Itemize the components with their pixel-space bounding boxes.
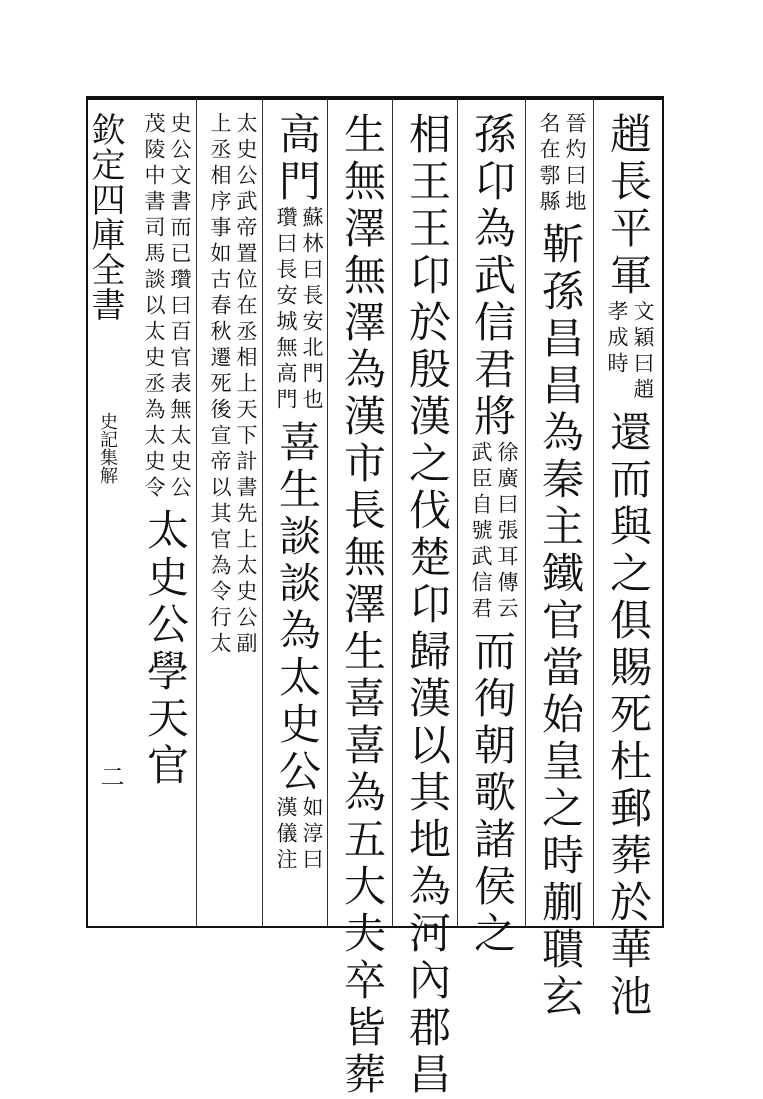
- page-number: 二: [96, 764, 124, 788]
- main-text-segment: 生無澤無澤為漢市長無澤生喜喜為五大夫卒皆葬: [338, 112, 387, 1099]
- annotation-line: 文穎曰趙: [631, 300, 655, 404]
- main-text-segment: 還而與之俱賜死杜郵葬於華池: [604, 410, 653, 1021]
- main-text-segment: 而徇朝歌諸侯之: [468, 629, 517, 958]
- main-text-segment: 相王王卬於殷漢之伐楚卬歸漢以其地為河內郡昌: [403, 112, 452, 1099]
- annotation-line: 漢儀注: [274, 796, 298, 874]
- annotation-line: 上丞相序事如古春秋遷死後宣帝以其官為令行太: [208, 112, 232, 658]
- column-divider: [196, 98, 197, 926]
- column-divider: [392, 98, 393, 926]
- annotation-line: 茂陵中書司馬談以太史丞為太史令: [142, 112, 166, 502]
- annotation-line: 如淳曰: [300, 796, 324, 874]
- main-text-segment: 趙長平軍: [604, 112, 653, 300]
- column-divider: [262, 98, 263, 926]
- column-divider: [593, 98, 594, 926]
- annotation-line: 瓚曰長安城無高門: [274, 206, 298, 414]
- annotation-line: 晉灼曰地: [563, 112, 587, 216]
- annotation-line: 孝成時: [605, 300, 629, 378]
- main-text-segment: 靳孫昌昌為秦主鐵官當始皇之時蒯聵玄: [536, 222, 585, 1021]
- column-divider: [457, 98, 458, 926]
- annotation-line: 蘇林曰長安北門也: [300, 206, 324, 414]
- annotation-line: 武臣自號武信君: [469, 441, 493, 623]
- annotation-line: 史公文書而已瓚曰百官表無太史公: [168, 112, 192, 502]
- main-text-segment: 孫卬為武信君將: [468, 112, 517, 441]
- column-divider: [327, 98, 328, 926]
- section-label: 史記集解: [97, 412, 118, 484]
- main-text-segment: 喜生談談為太史公: [273, 420, 322, 796]
- annotation-line: 徐廣曰張耳傳云: [495, 441, 519, 623]
- annotation-line: 名在鄠縣: [537, 112, 561, 216]
- annotation-line: 太史公武帝置位在丞相上天下計書先上太史公副: [234, 112, 258, 658]
- book-title: 欽定四庫全書: [85, 112, 125, 322]
- column-divider: [525, 98, 526, 926]
- main-text-segment: 高門: [273, 112, 322, 206]
- main-text-segment: 太史公學天官: [141, 508, 190, 790]
